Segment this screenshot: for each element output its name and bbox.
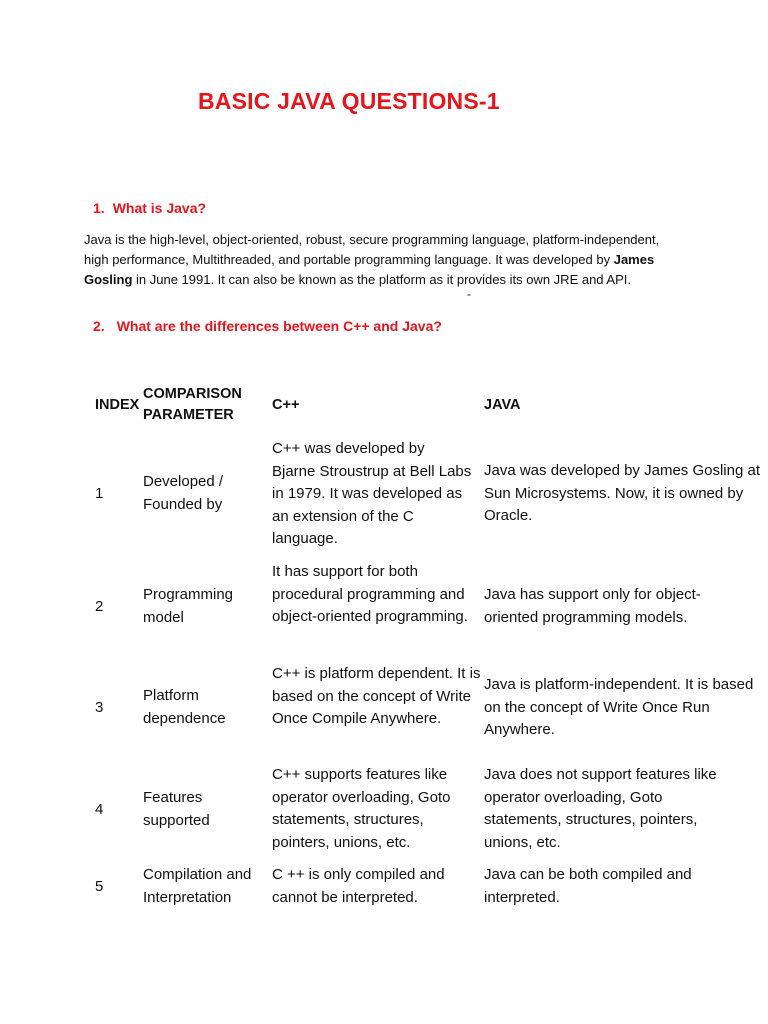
- table-row-3-param: Platform dependence: [143, 687, 226, 727]
- table-row-1-java: Java was developed by James Gosling at Sun Microsystems. Now, it is owned by Oracle.: [484, 462, 760, 524]
- table-row-5-cpp: C ++ is only compiled and cannot be interpreted.: [272, 866, 445, 906]
- table-row-2-java: Java has support only for object-oriented programming models.: [484, 586, 701, 626]
- table-row-3-cpp: C++ is platform dependent. It is based on the concept of Write Once Compile Anywhere.: [272, 665, 481, 727]
- answer-bold-name: James Gosling: [84, 252, 655, 287]
- table-row-2-param: Programming model: [143, 586, 234, 626]
- stray-mark: -: [467, 287, 471, 301]
- answer-text: Java is the high-level, object-oriented, robust, secure programming language, platform-independent, high performance, Multithreaded, and portable programming language. It was developed by: [84, 232, 660, 267]
- header-index: INDEX: [95, 397, 140, 413]
- header-cpp: C++: [272, 397, 300, 413]
- table-row-3-java: Java is platform-independent. It is based on the concept of Write Once Run Anywhere.: [484, 676, 754, 738]
- header-comparison-parameter: COMPARISON PARAMETER: [143, 386, 242, 423]
- table-row-5-param: Compilation and Interpretation: [143, 866, 252, 906]
- table-row-3-index: 3: [95, 699, 104, 716]
- table-row-2-index: 2: [95, 598, 104, 615]
- table-row-2-cpp: It has support for both procedural programming and object-oriented programming.: [272, 563, 468, 625]
- question-1-heading: [93, 200, 206, 216]
- answer-text: in June 1991. It can also be known as the platform as it provides its own JRE and API.: [132, 272, 631, 287]
- table-row-1-param: Developed / Founded by: [143, 473, 224, 513]
- table-row-5-java: Java can be both compiled and interpreted.: [484, 866, 692, 906]
- answer-1-paragraph: [84, 230, 684, 290]
- header-java: JAVA: [484, 397, 521, 413]
- question-2-heading: [93, 318, 442, 334]
- table-row-1-index: 1: [95, 485, 104, 502]
- table-row-1-cpp: C++ was developed by Bjarne Stroustrup at Bell Labs in 1979. It was developed as an extension of the C language.: [272, 440, 472, 547]
- table-row-4-java: Java does not support features like operator overloading, Goto statements, structures, pointers, unions, etc.: [484, 766, 717, 851]
- table-row-4-index: 4: [95, 801, 104, 818]
- question-number: 2.: [93, 318, 105, 334]
- question-text: What is Java?: [112, 200, 207, 216]
- table-row-4-param: Features supported: [143, 789, 210, 829]
- table-row-4-cpp: C++ supports features like operator overloading, Goto statements, structures, pointers, unions, etc.: [272, 766, 451, 851]
- page-title: BASIC JAVA QUESTIONS-1: [198, 88, 500, 114]
- table-row-5-index: 5: [95, 878, 104, 895]
- question-number: 1.: [93, 200, 105, 216]
- question-text: What are the differences between C++ and Java?: [116, 318, 442, 334]
